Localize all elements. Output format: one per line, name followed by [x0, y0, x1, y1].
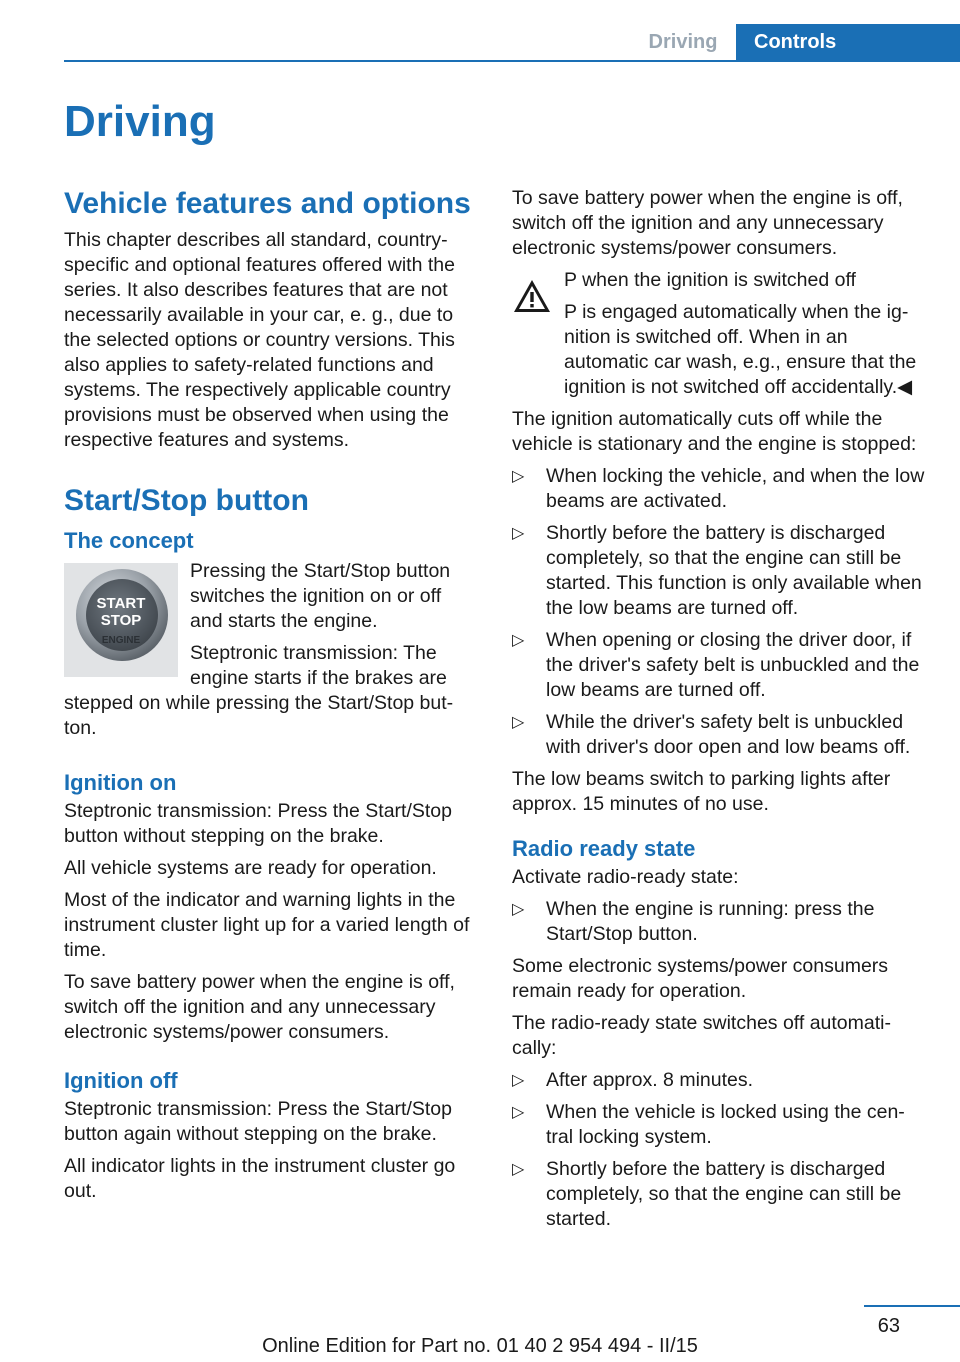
radio-off-list — [512, 1068, 930, 1232]
warning-text: P is engaged automatically when the ig‐nition is switched off. When in an automatic car wash, e.g., ensure that the ignition is not switched off accidentally.◀ — [564, 301, 917, 398]
low-beams-paragraph: The low beams switch to parking lights after approx. 15 minutes of no use. — [512, 768, 891, 815]
right-column — [512, 186, 930, 1239]
radio-ready-heading: Radio ready state — [512, 836, 696, 861]
list-item: ▷ When locking the vehicle, and when the low beams are activated. — [512, 465, 925, 512]
bullet-icon: ▷ — [512, 714, 525, 731]
concept-paragraph-2: Steptronic transmission: The engine starts if the brakes are stepped on while pressing the Start/Stop but‐ton. — [64, 642, 454, 739]
list-item: ▷ When the vehicle is locked using the cen‐tral locking system. — [512, 1101, 905, 1148]
concept-heading: The concept — [64, 528, 194, 553]
ignition-cutoff-paragraph: The ignition automatically cuts off while the vehicle is stationary and the engine is stopped: — [512, 408, 917, 455]
warning-box — [512, 268, 930, 400]
ignition-on-p4: To save battery power when the engine is off, switch off the ignition and any unnecessary electronic systems/power consumers. — [64, 971, 455, 1043]
list-item: ▷ Shortly before the battery is discharged completely, so that the engine can still be started. This function is only available when the low beams are turned off. — [512, 522, 922, 619]
ignition-off-heading: Ignition off — [64, 1068, 178, 1093]
list-item: ▷ Shortly before the battery is discharged completely, so that the engine can still be started. — [512, 1158, 902, 1230]
button-label-engine: ENGINE — [101, 635, 141, 646]
list-item: ▷ When the engine is running: press the Start/Stop button. — [512, 898, 875, 945]
button-label-start: START — [96, 595, 146, 612]
start-stop-button-image — [64, 563, 178, 677]
footer-rule — [864, 1305, 960, 1307]
left-column — [64, 186, 472, 1211]
tab-driving[interactable]: Driving — [648, 31, 718, 53]
list-item: ▷ When opening or closing the driver door, if the driver's safety belt is unbuckled and the low beams are turned off. — [512, 629, 920, 701]
ignition-on-p2: All vehicle systems are ready for operation. — [64, 857, 437, 879]
bullet-icon: ▷ — [512, 1161, 525, 1178]
vehicle-features-heading: Vehicle features and options — [64, 187, 471, 220]
radio-p3: The radio-ready state switches off automati‐cally: — [512, 1012, 891, 1059]
cutoff-list — [512, 464, 930, 760]
vehicle-features-text: This chapter describes all standard, country-specific and optional features offered with the series. It also describes features that are not necessarily available in your car, e. g., due to the selected options or country versions. This also applies to safety-related functions and systems. The respectively applicable country provisions must be observed when using the respective features and systems. — [64, 229, 455, 451]
list-item: ▷ After approx. 8 minutes. — [512, 1069, 754, 1091]
list-item: ▷ While the driver's safety belt is unbuckled with driver's door open and low beams off. — [512, 711, 911, 758]
concept-section — [64, 559, 472, 741]
footer-edition: Online Edition for Part no. 01 40 2 954 494 - II/15 — [262, 1335, 698, 1357]
warning-title: P when the ignition is switched off — [564, 269, 856, 291]
startstop-heading: Start/Stop button — [64, 484, 309, 517]
radio-activate-list — [512, 897, 930, 947]
ignition-on-p1: Steptronic transmission: Press the Start/Stop button without stepping on the brake. — [64, 800, 453, 847]
radio-p1: Activate radio-ready state: — [512, 866, 739, 888]
concept-paragraph-1: Pressing the Start/Stop button switches the ignition on or off and starts the engine. — [190, 560, 451, 632]
page-title: Driving — [64, 97, 216, 146]
ignition-off-p1: Steptronic transmission: Press the Start/Stop button again without stepping on the brake. — [64, 1098, 453, 1145]
page-number: 63 — [877, 1315, 900, 1337]
ignition-on-p3: Most of the indicator and warning lights in the instrument cluster light up for a varied length of time. — [64, 889, 470, 961]
radio-p2: Some electronic systems/power consumers remain ready for operation. — [512, 955, 889, 1002]
bullet-icon: ▷ — [512, 632, 525, 649]
warning-triangle-icon — [512, 278, 552, 314]
bullet-icon: ▷ — [512, 525, 525, 542]
bullet-icon: ▷ — [512, 901, 525, 918]
battery-paragraph: To save battery power when the engine is off, switch off the ignition and any unnecessary electronic systems/power consumers. — [512, 187, 903, 259]
bullet-icon: ▷ — [512, 1104, 525, 1121]
button-label-stop: STOP — [100, 612, 142, 629]
ignition-off-p2: All indicator lights in the instrument cluster go out. — [64, 1155, 456, 1202]
bullet-icon: ▷ — [512, 1072, 525, 1089]
bullet-icon: ▷ — [512, 468, 525, 485]
ignition-on-heading: Ignition on — [64, 770, 177, 795]
tab-controls[interactable]: Controls — [736, 24, 960, 61]
